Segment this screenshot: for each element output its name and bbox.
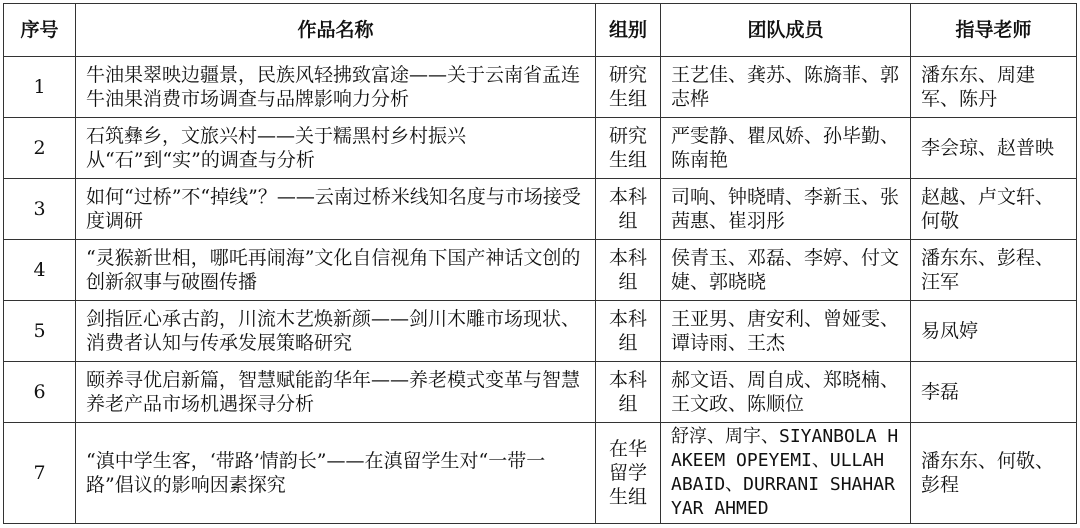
- row-title: 颐养寻优启新篇，智慧赋能韵华年——养老模式变革与智慧养老产品市场机遇探寻分析: [76, 362, 596, 423]
- row-members: 郝文语、周自成、郑晓楠、王文政、陈顺位: [661, 362, 911, 423]
- row-title: 如何“过桥”不“掉线”？——云南过桥米线知名度与市场接受度调研: [76, 179, 596, 240]
- row-index: 2: [4, 118, 76, 179]
- row-index: 1: [4, 57, 76, 118]
- row-advisors: 易凤婷: [911, 301, 1077, 362]
- row-members: 司响、钟晓晴、李新玉、张茜惠、崔羽彤: [661, 179, 911, 240]
- row-advisors: 潘东东、何敬、彭程: [911, 423, 1077, 524]
- row-index: 6: [4, 362, 76, 423]
- table-row: [4, 423, 1077, 524]
- row-title: 剑指匠心承古韵，川流木艺焕新颜——剑川木雕市场现状、消费者认知与传承发展策略研究: [76, 301, 596, 362]
- header-title: 作品名称: [76, 4, 596, 57]
- row-group: 本科组: [596, 179, 661, 240]
- row-group: 在华留学生组: [596, 423, 661, 524]
- row-advisors: 李会琼、赵普映: [911, 118, 1077, 179]
- row-members: 王艺佳、龚苏、陈旖菲、郭志桦: [661, 57, 911, 118]
- row-members: 侯青玉、邓磊、李婷、付文婕、郭晓晓: [661, 240, 911, 301]
- row-group: 本科组: [596, 362, 661, 423]
- row-title: 牛油果翠映边疆景，民族风轻拂致富途——关于云南省孟连牛油果消费市场调查与品牌影响力分析: [76, 57, 596, 118]
- row-members: 严雯静、瞿凤娇、孙毕勤、陈南艳: [661, 118, 911, 179]
- row-group: 本科组: [596, 301, 661, 362]
- row-members: 舒淳、周宇、SIYANBOLA HAKEEM OPEYEMI、ULLAH ABAID、DURRANI SHAHARYAR AHMED: [661, 423, 911, 524]
- row-index: 5: [4, 301, 76, 362]
- row-title: 石筑彝乡，文旅兴村——关于糯黑村乡村振兴从“石”到“实”的调查与分析: [76, 118, 596, 179]
- row-advisors: 赵越、卢文轩、何敬: [911, 179, 1077, 240]
- row-group: 研究生组: [596, 57, 661, 118]
- table-row: [4, 362, 1077, 423]
- row-advisors: 李磊: [911, 362, 1077, 423]
- header-advisors: 指导老师: [911, 4, 1077, 57]
- row-index: 7: [4, 423, 76, 524]
- header-group: 组别: [596, 4, 661, 57]
- row-title: “灵猴新世相，哪吒再闹海”文化自信视角下国产神话文创的创新叙事与破圈传播: [76, 240, 596, 301]
- table-row: [4, 301, 1077, 362]
- table-row: [4, 57, 1077, 118]
- table-row: [4, 179, 1077, 240]
- row-advisors: 潘东东、彭程、汪军: [911, 240, 1077, 301]
- row-group: 研究生组: [596, 118, 661, 179]
- row-index: 3: [4, 179, 76, 240]
- row-group: 本科组: [596, 240, 661, 301]
- awards-table: [3, 3, 1077, 524]
- row-index: 4: [4, 240, 76, 301]
- header-index: 序号: [4, 4, 76, 57]
- header-row: [4, 4, 1077, 57]
- table-row: [4, 118, 1077, 179]
- table-row: [4, 240, 1077, 301]
- row-title: “滇中学生客，‘带路’情韵长”——在滇留学生对“一带一路”倡议的影响因素探究: [76, 423, 596, 524]
- header-members: 团队成员: [661, 4, 911, 57]
- row-advisors: 潘东东、周建军、陈丹: [911, 57, 1077, 118]
- row-members: 王亚男、唐安利、曾娅雯、谭诗雨、王杰: [661, 301, 911, 362]
